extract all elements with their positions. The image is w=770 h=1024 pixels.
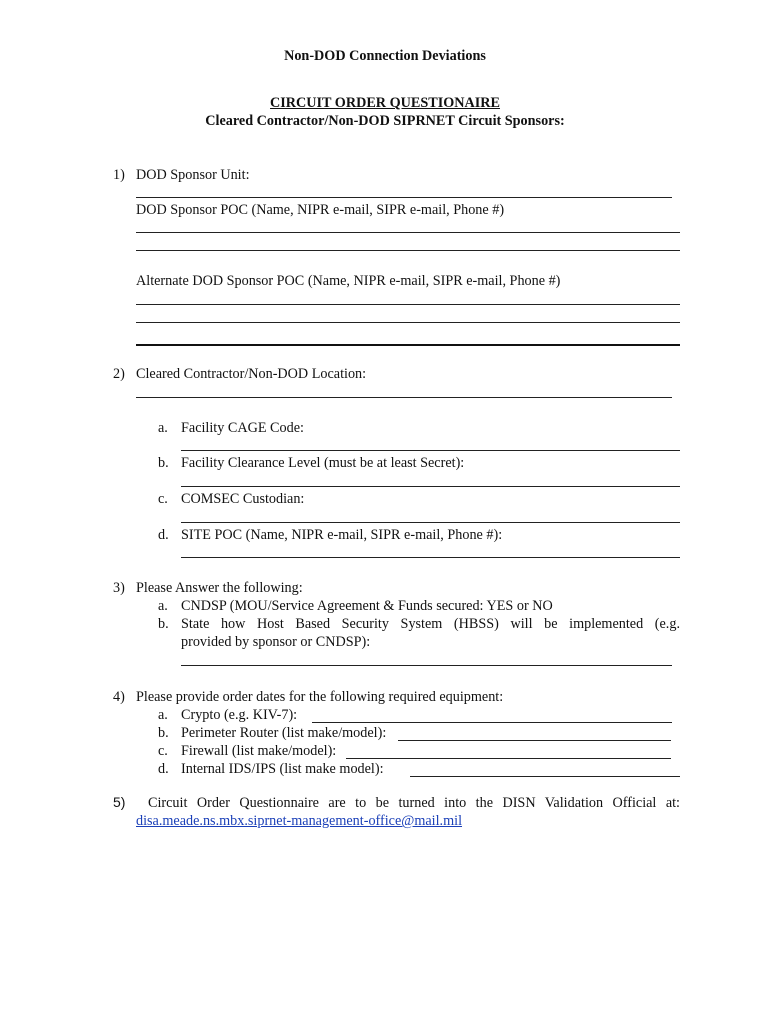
sponsor-poc-label: DOD Sponsor POC (Name, NIPR e-mail, SIPR e-mail, Phone #) <box>136 202 505 218</box>
site-poc-field[interactable] <box>181 557 680 558</box>
contractor-location-field[interactable] <box>136 397 672 398</box>
alt-sponsor-poc-field-2[interactable] <box>136 322 680 323</box>
comsec-custodian-letter: c. <box>158 491 168 507</box>
section-3-number: 3) <box>113 580 125 596</box>
perimeter-router-letter: b. <box>158 725 169 741</box>
comsec-custodian-field[interactable] <box>181 522 680 523</box>
clearance-level-letter: b. <box>158 455 169 471</box>
sponsor-unit-label: DOD Sponsor Unit: <box>136 167 250 183</box>
ids-ips-field[interactable] <box>410 776 680 777</box>
order-dates-label: Please provide order dates for the following required equipment: <box>136 689 504 705</box>
hbss-letter: b. <box>158 616 169 632</box>
hbss-label-line-2: provided by sponsor or CNDSP): <box>181 634 371 650</box>
clearance-level-label: Facility Clearance Level (must be at least Secret): <box>181 455 465 471</box>
section-4-number: 4) <box>113 689 125 705</box>
ids-ips-letter: d. <box>158 761 169 777</box>
firewall-letter: c. <box>158 743 168 759</box>
crypto-letter: a. <box>158 707 168 723</box>
questionnaire-title: CIRCUIT ORDER QUESTIONAIRE <box>270 95 500 111</box>
sponsor-poc-field-1[interactable] <box>136 232 680 233</box>
perimeter-router-label: Perimeter Router (list make/model): <box>181 725 387 741</box>
cage-code-field[interactable] <box>181 450 680 451</box>
cage-code-label: Facility CAGE Code: <box>181 420 304 436</box>
section-divider <box>136 344 680 346</box>
hbss-field[interactable] <box>181 665 672 666</box>
cage-code-letter: a. <box>158 420 168 436</box>
alt-sponsor-poc-label: Alternate DOD Sponsor POC (Name, NIPR e-mail, SIPR e-mail, Phone #) <box>136 273 561 289</box>
comsec-custodian-label: COMSEC Custodian: <box>181 491 305 507</box>
submission-email-wrapper <box>136 813 462 830</box>
section-2-number: 2) <box>113 366 125 382</box>
submission-instruction: Circuit Order Questionnaire are to be turned into the DISN Validation Official at: <box>148 795 680 811</box>
site-poc-label: SITE POC (Name, NIPR e-mail, SIPR e-mail, Phone #): <box>181 527 503 543</box>
sponsor-poc-field-2[interactable] <box>136 250 680 251</box>
section-1-number: 1) <box>113 167 125 183</box>
crypto-field[interactable] <box>312 722 672 723</box>
contractor-location-label: Cleared Contractor/Non-DOD Location: <box>136 366 367 382</box>
site-poc-letter: d. <box>158 527 169 543</box>
cndsp-letter: a. <box>158 598 168 614</box>
ids-ips-label: Internal IDS/IPS (list make model): <box>181 761 384 777</box>
cndsp-label: CNDSP (MOU/Service Agreement & Funds secured: YES or NO <box>181 598 553 614</box>
hbss-label-line-1: State how Host Based Security System (HBSS) will be implemented (e.g. <box>181 616 680 632</box>
firewall-label: Firewall (list make/model): <box>181 743 337 759</box>
clearance-level-field[interactable] <box>181 486 680 487</box>
alt-sponsor-poc-field-1[interactable] <box>136 304 680 305</box>
firewall-field[interactable] <box>346 758 671 759</box>
questionnaire-subtitle: Cleared Contractor/Non-DOD SIPRNET Circuit Sponsors: <box>205 113 565 129</box>
crypto-label: Crypto (e.g. KIV-7): <box>181 707 298 723</box>
submission-email-link[interactable]: disa.meade.ns.mbx.siprnet-management-office@mail.mil <box>136 813 463 829</box>
perimeter-router-field[interactable] <box>398 740 671 741</box>
sponsor-unit-field[interactable] <box>136 197 672 198</box>
answer-following-label: Please Answer the following: <box>136 580 303 596</box>
section-5-number: 5) <box>113 794 126 810</box>
document-top-title: Non-DOD Connection Deviations <box>284 48 486 64</box>
